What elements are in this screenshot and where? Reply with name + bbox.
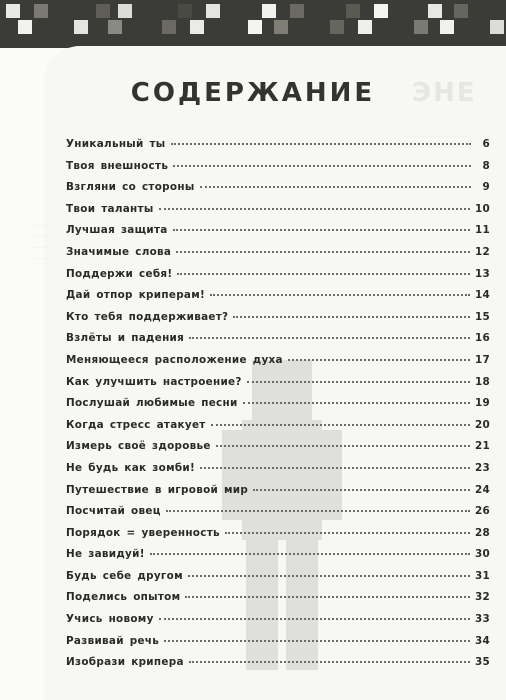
toc-entry-page: 28 <box>474 526 490 539</box>
toc-entry-page: 32 <box>474 591 490 604</box>
toc-entry-title: Как улучшить настроение? <box>66 375 242 388</box>
toc-leader-dots <box>166 510 470 512</box>
toc-leader-dots <box>188 575 470 577</box>
toc-leader-dots <box>173 229 470 231</box>
toc-entry <box>66 591 490 613</box>
toc-entry-title: Изобрази крипера <box>66 656 184 669</box>
toc-leader-dots <box>216 445 470 447</box>
toc-leader-dots <box>150 553 470 555</box>
toc-entry-page: 35 <box>474 656 490 669</box>
toc-leader-dots <box>200 186 471 188</box>
header-pixel-square <box>330 20 344 34</box>
toc-leader-dots <box>173 165 471 167</box>
toc-entry-title: Значимые слова <box>66 245 172 258</box>
toc-entry-page: 34 <box>474 634 490 647</box>
toc-entry <box>66 138 490 160</box>
toc-leader-dots <box>210 294 470 296</box>
toc-entry-title: Посчитай овец <box>66 505 161 518</box>
toc-entry-title: Будь себе другом <box>66 569 183 582</box>
toc-entry-title: Поддержи себя! <box>66 267 173 280</box>
page-title: СОДЕРЖАНИЕ <box>130 78 376 108</box>
header-pixel-square <box>290 4 304 18</box>
toc-leader-dots <box>159 618 470 620</box>
toc-entry-page: 16 <box>474 332 490 345</box>
toc-entry <box>66 484 490 506</box>
toc-leader-dots <box>288 359 470 361</box>
bleed-through-text-left: …… …… …… …… <box>32 219 48 261</box>
toc-entry <box>66 160 490 182</box>
toc-leader-dots <box>176 251 470 253</box>
bleed-through-heading: ЭНЕ <box>412 78 477 108</box>
toc-entry <box>66 440 490 462</box>
header-pixel-square <box>6 4 20 18</box>
toc-entry-page: 6 <box>482 138 490 150</box>
toc-entry-title: Взгляни со стороны <box>66 181 195 194</box>
toc-entry <box>66 289 490 311</box>
toc-entry-title: Развивай речь <box>66 634 160 647</box>
toc-entry-title: Дай отпор криперам! <box>66 289 206 302</box>
header-pixel-square <box>374 4 388 18</box>
toc-leader-dots <box>247 381 470 383</box>
toc-entry-page: 31 <box>474 569 490 582</box>
header-pixel-square <box>118 4 132 18</box>
toc-entry-page: 18 <box>474 375 490 388</box>
toc-entry <box>66 462 490 484</box>
toc-entry-title: Путешествие в игровой мир <box>66 483 249 496</box>
toc-leader-dots <box>225 532 470 534</box>
toc-entry <box>66 656 490 678</box>
toc-entry-page: 11 <box>474 224 490 237</box>
toc-entry-title: Не завидуй! <box>66 548 145 561</box>
header-pixel-square <box>34 4 48 18</box>
toc-entry-title: Измерь своё здоровье <box>66 440 211 453</box>
toc-entry <box>66 570 490 592</box>
toc-entry-title: Твоя внешность <box>66 159 169 172</box>
header-pixel-square <box>454 4 468 18</box>
toc-leader-dots <box>189 661 470 663</box>
toc-leader-dots <box>189 337 470 339</box>
toc-entry-page: 15 <box>474 310 490 323</box>
header-pixel-square <box>428 4 442 18</box>
header-pixel-square <box>490 20 504 34</box>
toc-entry-page: 21 <box>474 440 490 453</box>
toc-entry-page: 20 <box>474 418 490 431</box>
toc-entry-title: Уникальный ты <box>66 138 166 150</box>
bleed-through-text: ………………………… …………………… …………………… <box>404 119 484 150</box>
toc-entry-title: Меняющееся расположение духа <box>66 353 283 366</box>
toc-entry-page: 9 <box>482 181 490 194</box>
table-of-contents <box>66 138 490 678</box>
header-pixel-square <box>96 4 110 18</box>
toc-entry <box>66 397 490 419</box>
header-pixel-square <box>440 20 454 34</box>
toc-entry <box>66 376 490 398</box>
toc-entry <box>66 203 490 225</box>
header-pixel-band <box>0 0 506 48</box>
header-pixel-square <box>346 4 360 18</box>
toc-leader-dots <box>164 640 470 642</box>
toc-entry-page: 17 <box>474 353 490 366</box>
header-pixel-square <box>262 4 276 18</box>
header-pixel-square <box>108 20 122 34</box>
toc-entry <box>66 332 490 354</box>
toc-entry-page: 30 <box>474 548 490 561</box>
toc-leader-dots <box>233 316 470 318</box>
header-pixel-square <box>162 20 176 34</box>
toc-entry-page: 24 <box>474 483 490 496</box>
toc-entry <box>66 505 490 527</box>
toc-leader-dots <box>211 424 470 426</box>
header-pixel-square <box>178 4 192 18</box>
toc-entry-title: Поделись опытом <box>66 591 181 604</box>
toc-entry <box>66 613 490 635</box>
toc-leader-dots <box>185 596 470 598</box>
toc-entry <box>66 268 490 290</box>
toc-entry <box>66 311 490 333</box>
toc-entry-page: 10 <box>474 202 490 215</box>
toc-entry-page: 13 <box>474 267 490 280</box>
header-pixel-square <box>248 20 262 34</box>
toc-entry <box>66 181 490 203</box>
toc-leader-dots <box>253 489 470 491</box>
toc-entry-title: Кто тебя поддерживает? <box>66 310 229 323</box>
header-pixel-square <box>74 20 88 34</box>
toc-entry-page: 14 <box>474 289 490 302</box>
toc-entry-page: 12 <box>474 245 490 258</box>
toc-entry-page: 19 <box>474 397 490 410</box>
toc-entry <box>66 419 490 441</box>
toc-entry-title: Твои таланты <box>66 202 154 215</box>
toc-entry-title: Не будь как зомби! <box>66 461 196 474</box>
toc-leader-dots <box>200 467 470 469</box>
toc-entry <box>66 635 490 657</box>
toc-entry <box>66 224 490 246</box>
header-pixel-square <box>206 4 220 18</box>
toc-entry-title: Взлёты и падения <box>66 332 185 345</box>
toc-entry-page: 8 <box>482 159 490 172</box>
header-pixel-square <box>18 20 32 34</box>
toc-entry-title: Когда стресс атакует <box>66 418 206 431</box>
toc-entry-page: 26 <box>474 505 490 518</box>
header-pixel-square <box>274 20 288 34</box>
toc-leader-dots <box>177 273 470 275</box>
toc-entry-title: Послушай любимые песни <box>66 397 238 410</box>
toc-entry-page: 33 <box>474 613 490 626</box>
header-pixel-square <box>414 20 428 34</box>
toc-entry <box>66 354 490 376</box>
toc-entry <box>66 246 490 268</box>
toc-leader-dots <box>171 143 471 145</box>
toc-leader-dots <box>159 208 470 210</box>
toc-entry-page: 23 <box>474 461 490 474</box>
toc-entry-title: Порядок = уверенность <box>66 526 220 539</box>
toc-entry <box>66 527 490 549</box>
toc-entry <box>66 548 490 570</box>
header-pixel-square <box>358 20 372 34</box>
toc-leader-dots <box>243 402 470 404</box>
header-pixel-square <box>190 20 204 34</box>
toc-entry-title: Учись новому <box>66 613 154 626</box>
toc-entry-title: Лучшая защита <box>66 224 168 237</box>
